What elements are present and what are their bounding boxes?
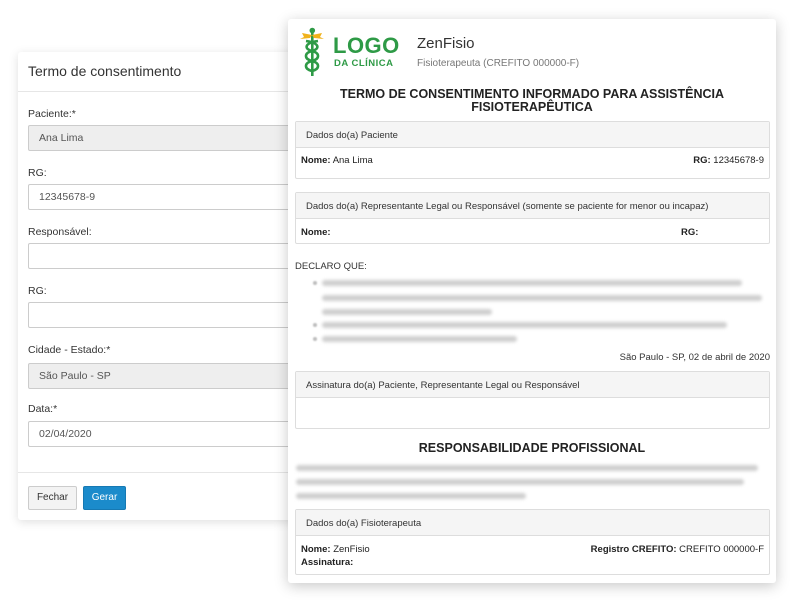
- physio-name-value: ZenFisio: [333, 544, 370, 555]
- signature-box: [295, 371, 770, 429]
- logo-subtitle: DA CLÍNICA: [334, 58, 394, 69]
- consent-form-panel: [18, 52, 318, 520]
- document-title-line-1: TERMO DE CONSENTIMENTO INFORMADO PARA ASSISTÊNCIA: [339, 87, 725, 101]
- patient-name-row: [301, 155, 373, 166]
- generate-button[interactable]: Gerar: [83, 486, 126, 510]
- signature-box-heading: Assinatura do(a) Paciente, Representante Legal ou Responsável: [296, 372, 769, 398]
- patient-input[interactable]: Ana Lima: [28, 125, 318, 151]
- form-title: Termo de consentimento: [18, 52, 318, 92]
- caduceus-logo-icon: [298, 27, 326, 79]
- physio-name-label: Nome:: [301, 544, 331, 555]
- patient-data-box: [295, 121, 770, 179]
- consent-document-preview: [288, 19, 776, 583]
- patient-rg-label: RG:: [28, 167, 47, 179]
- physio-crefito-label: Registro CREFITO:: [590, 544, 677, 555]
- physio-signature-label: Assinatura:: [301, 557, 354, 568]
- patient-name-value: Ana Lima: [332, 155, 373, 166]
- document-title: [318, 88, 746, 114]
- date-label: Data:*: [28, 403, 58, 415]
- patient-rg-row: [693, 155, 764, 166]
- patient-rg-label-doc: RG:: [693, 155, 711, 166]
- professional-name: ZenFisio: [417, 35, 475, 52]
- physio-crefito-value: CREFITO 000000-F: [679, 544, 764, 555]
- physio-name-row: [301, 544, 370, 555]
- responsible-rg-label: RG:: [28, 285, 47, 297]
- responsible-input[interactable]: [28, 243, 318, 269]
- patient-box-heading: Dados do(a) Paciente: [296, 122, 769, 148]
- date-input[interactable]: 02/04/2020: [28, 421, 318, 447]
- representative-name-label: Nome:: [301, 227, 331, 238]
- representative-rg-label: RG:: [681, 227, 699, 238]
- physiotherapist-box-heading: Dados do(a) Fisioterapeuta: [296, 510, 769, 536]
- physio-crefito-row: [591, 544, 764, 555]
- physiotherapist-data-box: [295, 509, 770, 575]
- patient-rg-value: 12345678-9: [713, 155, 764, 166]
- city-state-input[interactable]: São Paulo - SP: [28, 363, 318, 389]
- logo-wordmark: LOGO: [333, 33, 400, 58]
- professional-credential: Fisioterapeuta (CREFITO 000000-F): [417, 58, 580, 69]
- document-date-line: São Paulo - SP, 02 de abril de 2020: [619, 352, 770, 363]
- declaro-heading: DECLARO QUE:: [295, 261, 367, 272]
- close-button[interactable]: Fechar: [28, 486, 77, 510]
- representative-box-heading: Dados do(a) Representante Legal ou Responsável (somente se paciente for menor ou incapaz): [296, 193, 769, 219]
- patient-name-label: Nome:: [301, 155, 331, 166]
- form-footer: [18, 472, 318, 520]
- responsible-rg-input[interactable]: [28, 302, 318, 328]
- document-title-line-2: FISIOTERAPÊUTICA: [471, 100, 593, 114]
- responsibility-title: RESPONSABILIDADE PROFISSIONAL: [418, 441, 646, 455]
- patient-rg-input[interactable]: 12345678-9: [28, 184, 318, 210]
- representative-data-box: [295, 192, 770, 244]
- responsible-label: Responsável:: [28, 226, 92, 238]
- patient-label: Paciente:*: [28, 108, 76, 120]
- city-state-label: Cidade - Estado:*: [28, 344, 111, 356]
